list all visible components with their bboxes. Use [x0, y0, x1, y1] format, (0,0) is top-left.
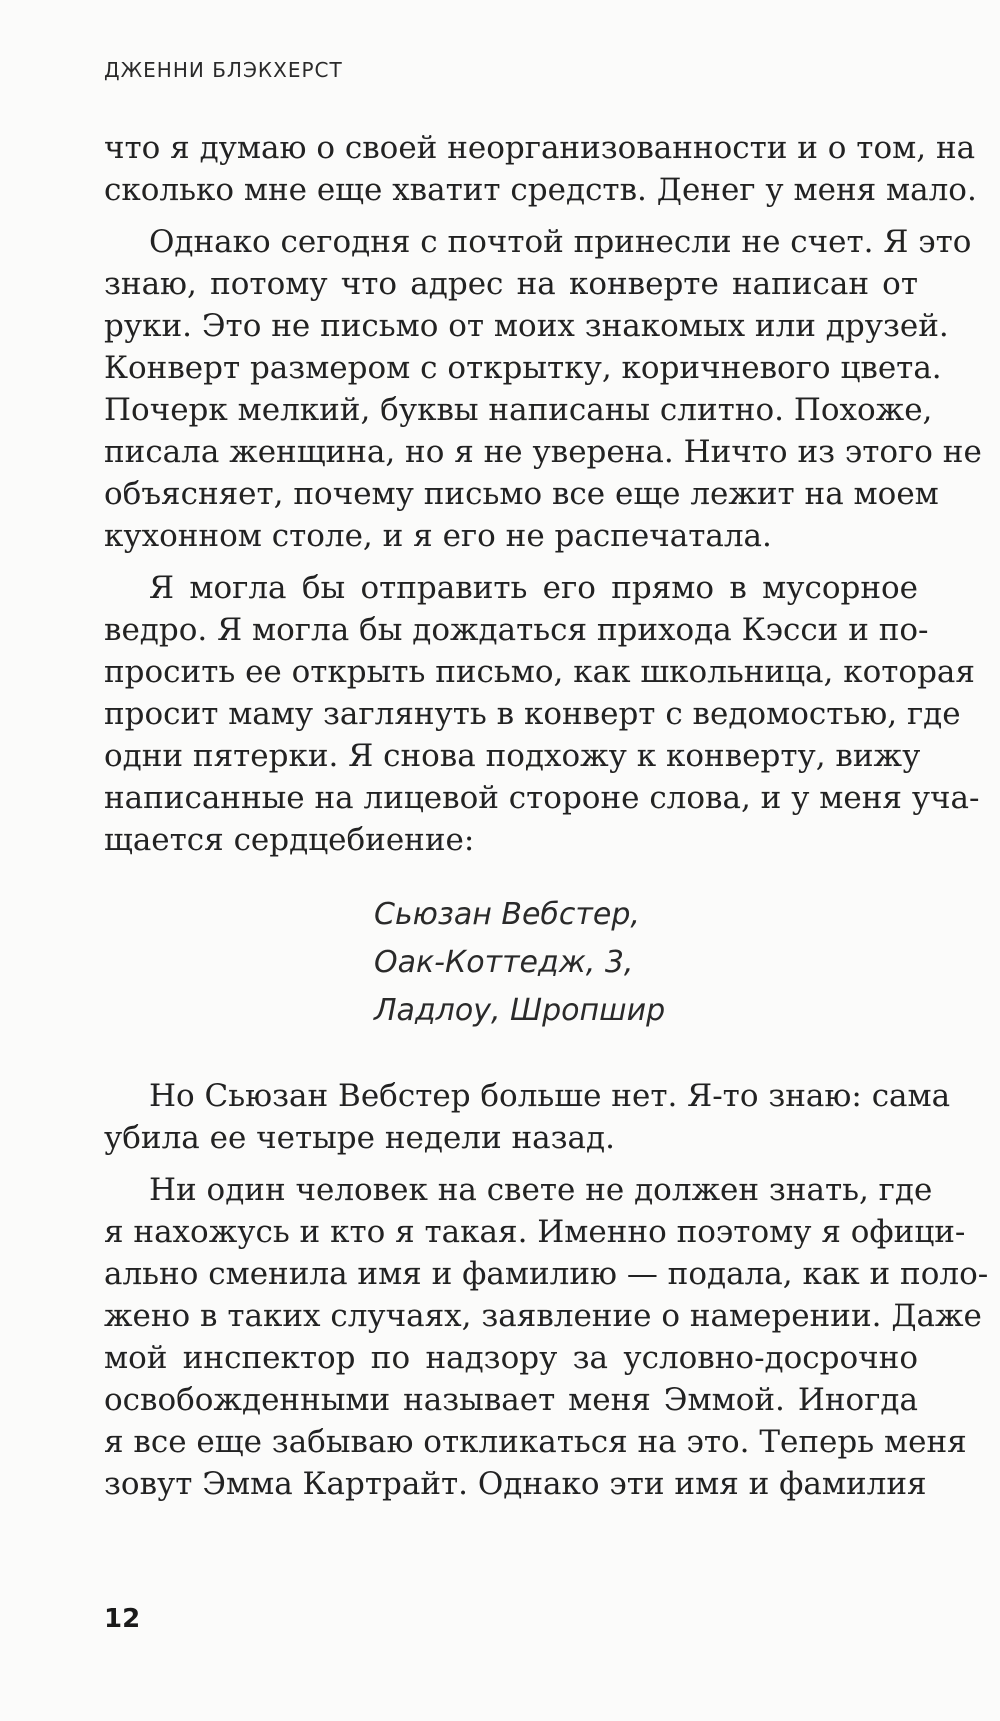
body-text	[104, 127, 989, 1505]
paragraph	[104, 567, 980, 861]
address-line: Ладлоу, Шропшир	[374, 993, 666, 1028]
handwritten-address	[104, 891, 918, 1035]
text-line: щается сердцебиение:	[104, 822, 475, 858]
text-line: Но Сьюзан Вебстер больше нет. Я-то знаю: сама	[149, 1078, 951, 1114]
text-line: я все еще забываю откликаться на это. Теперь меня	[104, 1424, 967, 1460]
page-number: 12	[104, 1604, 141, 1634]
paragraph	[104, 1075, 951, 1159]
paragraph	[104, 127, 977, 211]
text-line: что я думаю о своей неорганизованности и о том, на	[104, 130, 976, 166]
text-line: убила ее четыре недели назад.	[104, 1120, 615, 1156]
text-line: знаю, потому что адрес на конверте написан от	[104, 266, 918, 302]
text-line: я нахожусь и кто я такая. Именно поэтому я офици-	[104, 1214, 966, 1250]
text-line: кухонном столе, и я его не распечатала.	[104, 518, 772, 554]
text-line: объясняет, почему письмо все еще лежит на моем	[104, 476, 939, 512]
running-header: ДЖЕННИ БЛЭКХЕРСТ	[104, 58, 343, 82]
text-line: ально сменила имя и фамилию — подала, как и поло-	[104, 1256, 989, 1292]
text-line: просит маму заглянуть в конверт с ведомостью, где	[104, 696, 961, 732]
text-line: сколько мне еще хватит средств. Денег у меня мало.	[104, 172, 977, 208]
paragraph	[104, 1169, 989, 1505]
text-line: руки. Это не письмо от моих знакомых или друзей.	[104, 308, 949, 344]
text-line: освобожденными называет меня Эммой. Иногда	[104, 1382, 918, 1418]
text-line: Я могла бы отправить его прямо в мусорное	[149, 570, 918, 606]
text-line: Ни один человек на свете не должен знать, где	[149, 1172, 933, 1208]
text-line: Почерк мелкий, буквы написаны слитно. Похоже,	[104, 392, 933, 428]
text-line: жено в таких случаях, заявление о намерении. Даже	[104, 1298, 982, 1334]
address-line: Сьюзан Вебстер,	[374, 897, 640, 932]
text-line: писала женщина, но я не уверена. Ничто из этого не	[104, 434, 982, 470]
text-line: Однако сегодня с почтой принесли не счет. Я это	[149, 224, 972, 260]
address-line: Оак-Коттедж, 3,	[374, 945, 634, 980]
text-line: одни пятерки. Я снова подхожу к конверту, вижу	[104, 738, 921, 774]
paragraph	[104, 221, 982, 557]
text-line: зовут Эмма Картрайт. Однако эти имя и фамилия	[104, 1466, 927, 1502]
text-line: мой инспектор по надзору за условно-досрочно	[104, 1340, 918, 1376]
text-line: Конверт размером с открытку, коричневого цвета.	[104, 350, 942, 386]
text-line: просить ее открыть письмо, как школьница, которая	[104, 654, 975, 690]
text-line: ведро. Я могла бы дождаться прихода Кэсси и по-	[104, 612, 929, 648]
text-line: написанные на лицевой стороне слова, и у меня уча-	[104, 780, 980, 816]
